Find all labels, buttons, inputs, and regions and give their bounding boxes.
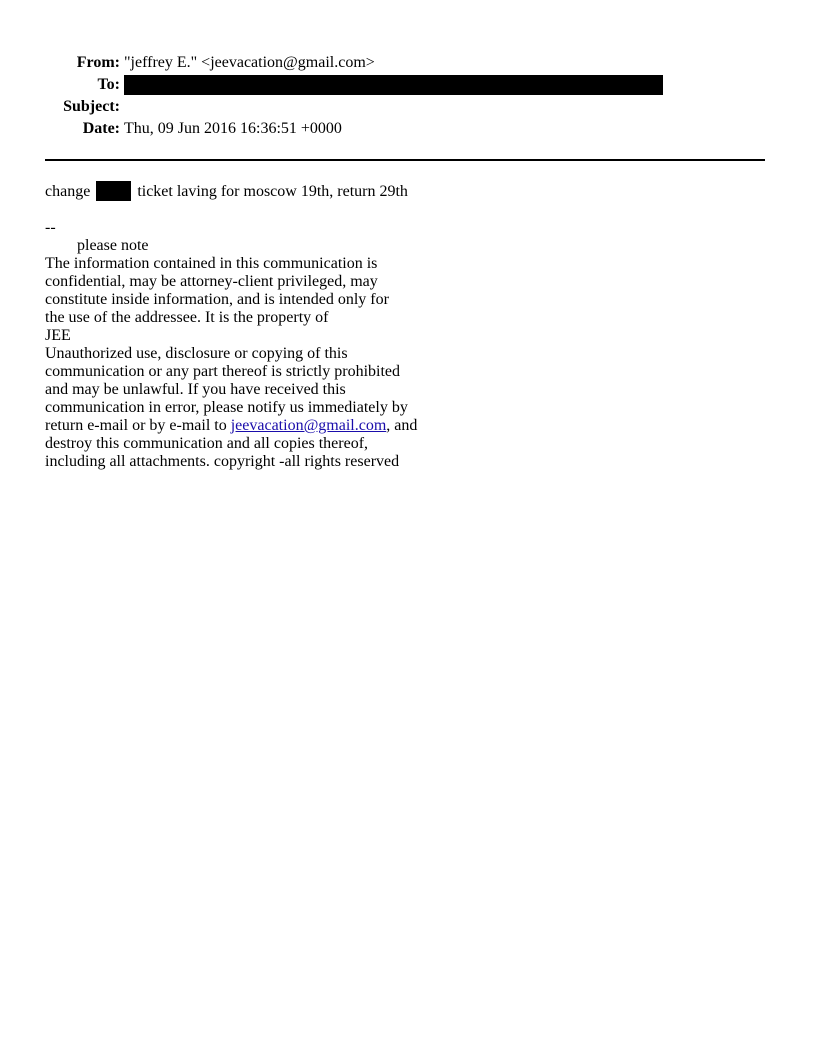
signature-separator: --	[45, 219, 56, 236]
from-row	[0, 52, 816, 74]
disclaimer-line: and may be unlawful. If you have received this	[45, 381, 346, 398]
return-suffix: , and	[386, 417, 418, 434]
email-header	[0, 52, 816, 140]
date-value: Thu, 09 Jun 2016 16:36:51 +0000	[124, 120, 342, 137]
date-row	[0, 118, 816, 140]
date-label: Date:	[82, 120, 120, 137]
disclaimer-line: destroy this communication and all copies thereof,	[45, 435, 369, 452]
disclaimer-line: communication in error, please notify us immediately by	[45, 399, 408, 416]
disclaimer-line: including all attachments. copyright -all rights reserved	[45, 453, 400, 470]
disclaimer-line: Unauthorized use, disclosure or copying of this	[45, 345, 348, 362]
to-row	[0, 74, 816, 96]
please-note: please note	[77, 237, 149, 254]
subject-row	[0, 96, 816, 118]
disclaimer-line: JEE	[45, 327, 71, 344]
disclaimer-line: The information contained in this communication is	[45, 255, 378, 272]
subject-label: Subject:	[63, 98, 120, 115]
disclaimer-line: constitute inside information, and is intended only for	[45, 291, 389, 308]
message-text-start: change	[45, 183, 91, 200]
disclaimer-line: confidential, may be attorney-client privileged, may	[45, 273, 378, 290]
from-label: From:	[76, 54, 120, 71]
to-label: To:	[97, 76, 120, 93]
return-prefix: return e-mail or by e-mail to	[45, 417, 231, 434]
email-link[interactable]: jeevacation@gmail.com	[230, 417, 387, 434]
disclaimer-contact-line	[45, 417, 465, 435]
message-first-line	[45, 181, 465, 203]
disclaimer-line: the use of the addressee. It is the property of	[45, 309, 329, 326]
header-divider	[45, 159, 765, 161]
disclaimer-line: communication or any part thereof is strictly prohibited	[45, 363, 401, 380]
inline-redaction-block	[96, 181, 131, 201]
message-text-end: ticket laving for moscow 19th, return 29th	[137, 183, 408, 200]
to-redaction-block	[124, 75, 663, 95]
from-value: "jeffrey E." <jeevacation@gmail.com>	[124, 54, 375, 71]
message-body	[45, 181, 465, 471]
